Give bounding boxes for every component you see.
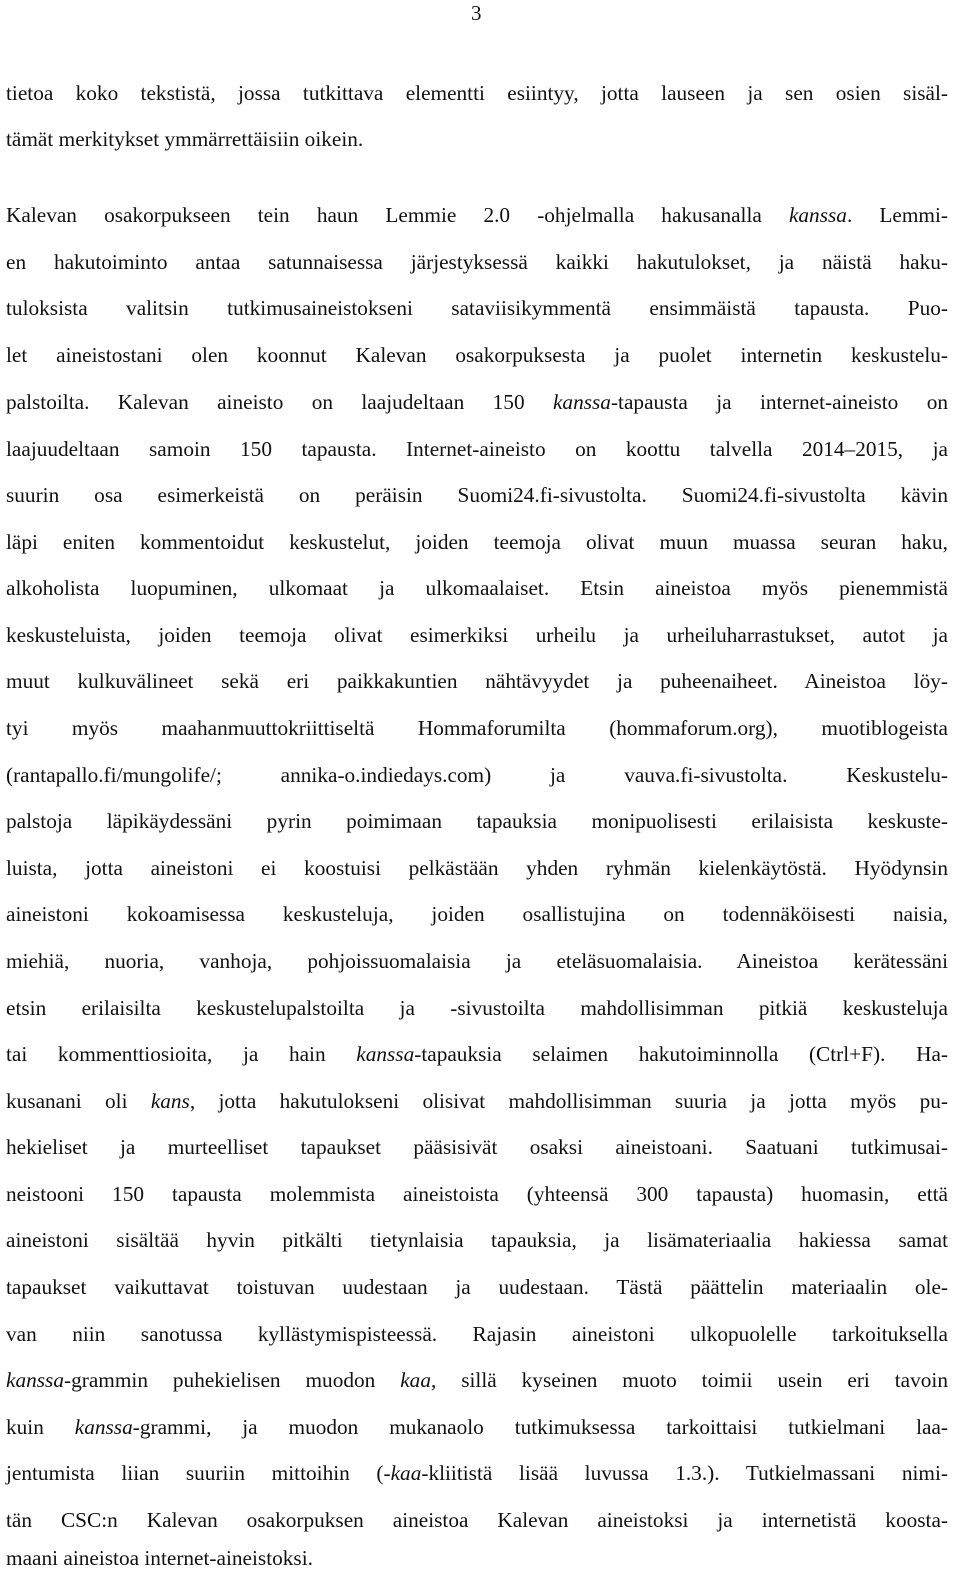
text-segment: Kalevan osakorpukseen tein haun Lemmie 2.0 -ohjelmalla hakusanalla (6, 203, 789, 227)
text-line (6, 528, 948, 556)
text-segment: laajuudeltaan samoin 150 tapausta. Internet-aineisto on koottu talvella 2014–2015, ja (6, 437, 948, 461)
text-line (6, 1040, 948, 1068)
text-line (6, 79, 948, 107)
text-line (6, 435, 948, 463)
italic-term: kanssa (788, 203, 847, 227)
text-segment: . Lemmi- (846, 203, 948, 227)
text-segment: kuin (6, 1415, 75, 1439)
text-line (6, 621, 948, 649)
text-line (6, 761, 948, 789)
text-segment: kusanani oli (6, 1089, 151, 1113)
text-line (6, 947, 948, 975)
text-line (6, 900, 948, 928)
text-line (6, 1366, 948, 1394)
text-segment: aineistoni kokoamisessa keskusteluja, joiden osallistujina on todennäköisesti naisia, (6, 902, 948, 926)
text-segment: palstoilta. Kalevan aineisto on laajudeltaan 150 (6, 390, 553, 414)
text-segment: muut kulkuvälineet sekä eri paikkakuntien nähtävyydet ja puheenaiheet. Aineistoa löy- (6, 669, 948, 693)
text-line (6, 294, 948, 322)
text-line (6, 1087, 948, 1115)
text-line (6, 994, 948, 1022)
text-segment: alkoholista luopuminen, ulkomaat ja ulkomaalaiset. Etsin aineistoa myös pienemmistä (6, 576, 948, 600)
text-segment: aineistoni sisältää hyvin pitkälti tietynlaisia tapauksia, ja lisämateriaalia hakiessa samat (6, 1228, 948, 1252)
text-segment: -grammi, ja muodon mukanaolo tutkimuksessa tarkoittaisi tutkielmani laa- (132, 1415, 949, 1439)
text-line (6, 1320, 948, 1348)
italic-term: kanssa (552, 390, 611, 414)
text-segment: -grammin puhekielisen muodon (63, 1368, 401, 1392)
italic-term: kanssa (74, 1415, 133, 1439)
text-line (6, 1413, 948, 1441)
text-segment: let aineistostani olen koonnut Kalevan osakorpuksesta ja puolet internetin keskustelu- (6, 343, 948, 367)
text-segment: van niin sanotussa kyllästymispisteessä. Rajasin aineistoni ulkopuolelle tarkoituksella (6, 1322, 948, 1346)
text-segment: luista, jotta aineistoni ei koostuisi pelkästään yhden ryhmän kielenkäytöstä. Hyödynsin (6, 856, 948, 880)
text-line (6, 388, 948, 416)
text-segment: tän CSC:n Kalevan osakorpuksen aineistoa Kalevan aineistoksi ja internetistä koosta- (6, 1508, 948, 1532)
text-line (6, 854, 948, 882)
text-line (6, 1459, 948, 1487)
text-segment: hekieliset ja murteelliset tapaukset pääsisivät osaksi aineistoani. Saatuani tutkimusai- (6, 1135, 948, 1159)
text-segment: neistooni 150 tapausta molemmista aineistoista (yhteensä 300 tapausta) huomasin, että (6, 1182, 948, 1206)
italic-term: kans (150, 1089, 190, 1113)
text-line (6, 248, 948, 276)
text-segment: , jotta hakutulokseni olisivat mahdollisimman suuria ja jotta myös pu- (189, 1089, 948, 1113)
text-segment: tuloksista valitsin tutkimusaineistokseni sataviisikymmentä ensimmäistä tapausta. Puo- (6, 296, 948, 320)
text-line (6, 1273, 948, 1301)
text-segment: keskusteluista, joiden teemoja olivat esimerkiksi urheilu ja urheiluharrastukset, autot ja (6, 623, 948, 647)
text-segment: -tapauksia selaimen hakutoiminnolla (Ctrl+F). Ha- (414, 1042, 948, 1066)
text-segment: läpi eniten kommentoidut keskustelut, joiden teemoja olivat muun muassa seuran haku, (6, 530, 948, 554)
text-line (6, 341, 948, 369)
page-number: 3 (471, 1, 482, 25)
text-segment: -kliitistä lisää luvussa 1.3.). Tutkielmassani nimi- (421, 1461, 948, 1485)
text-segment: palstoja läpikäydessäni pyrin poimimaan tapauksia monipuolisesti erilaisista keskuste- (6, 809, 948, 833)
text-segment: tai kommenttiosioita, ja hain (6, 1042, 357, 1066)
text-segment: -tapausta ja internet-aineisto on (610, 390, 948, 414)
text-line (6, 1226, 948, 1254)
italic-term: kaa (390, 1461, 422, 1485)
text-line (6, 1180, 948, 1208)
text-line (6, 807, 948, 835)
text-segment: etsin erilaisilta keskustelupalstoilta ja -sivustoilta mahdollisimman pitkiä keskusteluja (6, 996, 948, 1020)
text-segment: miehiä, nuoria, vanhoja, pohjoissuomalaisia ja eteläsuomalaisia. Aineistoa kerätessäni (6, 949, 948, 973)
text-segment: suurin osa esimerkeistä on peräisin Suomi24.fi-sivustolta. Suomi24.fi-sivustolta kävin (6, 483, 948, 507)
text-line (6, 1506, 948, 1534)
text-line (6, 1544, 948, 1572)
text-line (6, 574, 948, 602)
text-line (6, 667, 948, 695)
text-segment: tietoa koko tekstistä, jossa tutkittava elementti esiintyy, jotta lauseen ja sen osien sisäl- (6, 81, 948, 105)
text-segment: jentumista liian suuriin mittoihin (- (6, 1461, 391, 1485)
text-line (6, 714, 948, 742)
text-segment: tapaukset vaikuttavat toistuvan uudestaan ja uudestaan. Tästä päättelin materiaalin ole- (6, 1275, 948, 1299)
text-segment: en hakutoiminto antaa satunnaisessa järjestyksessä kaikki hakutulokset, ja näistä haku- (6, 250, 948, 274)
text-segment: tämät merkitykset ymmärrettäisiin oikein. (6, 127, 364, 151)
text-segment: maani aineistoa internet-aineistoksi. (6, 1546, 313, 1570)
text-line (6, 481, 948, 509)
italic-term: kanssa (6, 1368, 64, 1392)
text-line (6, 125, 948, 153)
text-segment: , sillä kyseinen muoto toimii usein eri tavoin (430, 1368, 948, 1392)
text-line (6, 1133, 948, 1161)
text-segment: (rantapallo.fi/mungolife/; annika-o.indiedays.com) ja vauva.fi-sivustolta. Keskustelu- (6, 763, 948, 787)
text-line (6, 201, 948, 229)
italic-term: kanssa (356, 1042, 415, 1066)
text-segment: tyi myös maahanmuuttokriittiseltä Hommaforumilta (hommaforum.org), muotiblogeista (6, 716, 948, 740)
italic-term: kaa (400, 1368, 431, 1392)
